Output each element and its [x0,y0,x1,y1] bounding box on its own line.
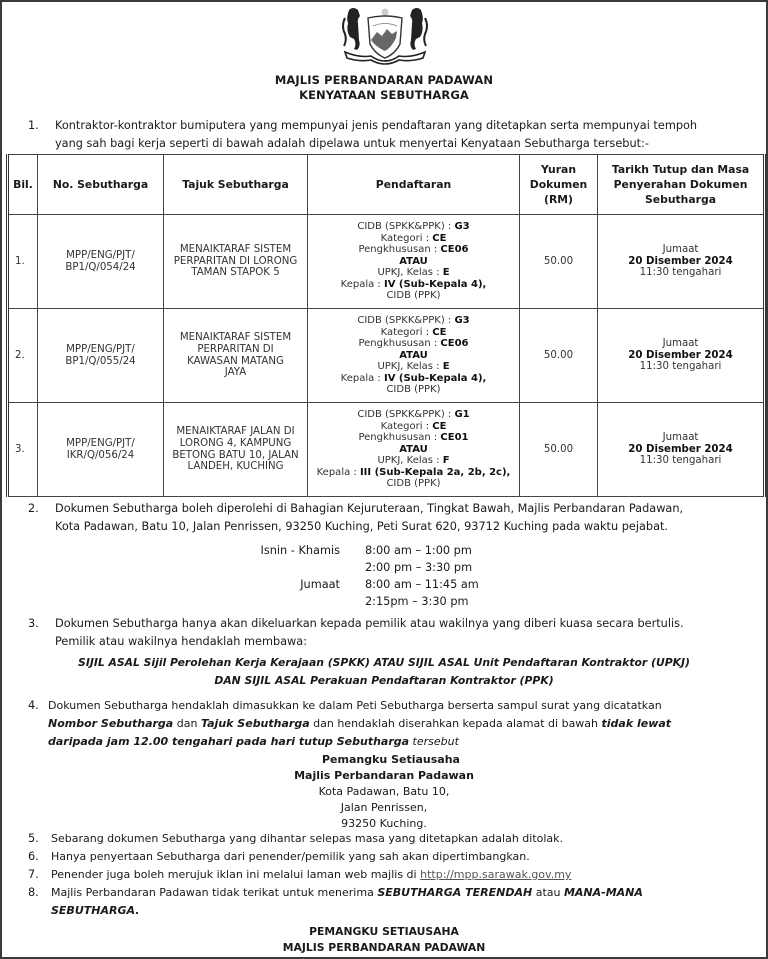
signature-title: PEMANGKU SETIAUSAHA [309,925,459,938]
cell-line: BP1/Q/054/24 [65,261,136,273]
cell-pendaftaran [308,215,520,309]
reg-value: G3 [454,314,470,326]
hours-time: 8:00 am – 11:45 am [365,578,479,591]
item-3-number: 3. [28,617,39,630]
col-header-tarikh-line: Penyerahan Dokumen [613,178,748,191]
col-header-no-sebutharga: No. Sebutharga [38,155,164,215]
cell-line: MENAIKTARAF SISTEM [179,244,292,256]
cell-bil: 1. [8,215,38,309]
item-4-line-2 [48,715,763,733]
item-7-text [51,866,761,884]
reg-value: III (Sub-Kepala 2a, 2b, 2c), [359,466,511,478]
cell-no-sebutharga [38,215,164,309]
cell-tajuk [164,309,308,403]
required-certificates-line-2: DAN SIJIL ASAL Perakuan Pendaftaran Kontraktor (PPK) [214,674,554,687]
address-line: Kota Padawan, Batu 10, [318,785,450,798]
reg-label: Kategori : [380,420,433,432]
cell-tarikh [598,215,765,309]
address-org: Majlis Perbandaran Padawan [294,769,474,782]
reg-label: UPKJ, Kelas : [377,361,443,373]
reg-label: Kepala : [316,466,360,478]
item-1-line-2: yang sah bagi kerja seperti di bawah adalah dipelawa untuk menyertai Kenyataan Sebutharga tersebut:- [55,137,649,150]
item-5-text: Sebarang dokumen Sebutharga yang dihantar selepas masa yang ditetapkan adalah ditolak. [51,832,564,845]
cell-line: JAYA [224,367,247,379]
table-header-row [8,155,765,215]
signature-org: MAJLIS PERBANDARAN PADAWAN [282,941,486,954]
reg-value: E [442,361,450,373]
reg-value: CE06 [440,338,469,350]
cell-line: KAWASAN MATANG [187,355,284,367]
table-row [8,309,765,403]
cell-no-sebutharga [38,403,164,497]
council-crest-icon [335,4,435,68]
col-header-yuran [520,155,598,215]
cell-day: Jumaat [662,244,699,256]
cell-bil: 3. [8,403,38,497]
col-header-tarikh-line: Tarikh Tutup dan Masa [611,163,750,176]
reg-value: CE01 [440,432,469,444]
reg-value: CE06 [440,244,469,256]
emphasis: tidak lewat [601,717,672,730]
cell-line: PERPARITAN DI [197,343,274,355]
item-8-line-2: SEBUTHARGA. [51,904,140,917]
item-5-number: 5. [28,832,39,845]
reg-label: CIDB (SPKK&PPK) : [357,408,455,420]
cell-line: MPP/ENG/PJT/ [66,437,135,449]
cell-line: BP1/Q/055/24 [65,355,136,367]
hours-day: Isnin - Khamis [260,544,340,557]
reg-value: F [442,455,450,467]
reg-label: Pengkhususan : [358,244,441,256]
cell-line: TAMAN STAPOK 5 [191,267,280,279]
cell-yuran: 50.00 [520,215,598,309]
text: Majlis Perbandaran Padawan tidak terikat untuk menerima [51,886,378,899]
reg-value: IV (Sub-Kepala 4), [383,372,487,384]
cell-bil: 2. [8,309,38,403]
cell-line: MPP/ENG/PJT/ [66,343,135,355]
reg-atau: ATAU [399,349,428,361]
emphasis: SEBUTHARGA TERENDAH [377,886,533,899]
cell-line: LANDEH, KUCHING [187,461,284,473]
cell-tajuk [164,215,308,309]
cell-line: LORONG 4, KAMPUNG [179,437,292,449]
item-2-line-2: Kota Padawan, Batu 10, Jalan Penrissen, 93250 Kuching, Peti Surat 620, 93712 Kuching pada waktu pejabat. [55,520,669,533]
item-3-line-1: Dokumen Sebutharga hanya akan dikeluarkan kepada pemilik atau wakilnya yang diberi kuasa secara bertulis. [55,617,684,630]
text: dan [173,717,201,730]
reg-label: UPKJ, Kelas : [377,267,443,279]
item-1-number: 1. [28,119,39,132]
item-8-line-1 [51,884,761,902]
cell-no-sebutharga [38,309,164,403]
cell-date: 20 Disember 2024 [628,255,733,267]
item-6-text: Hanya penyertaan Sebutharga dari penender/pemilik yang sah akan dipertimbangkan. [51,850,530,863]
reg-label: UPKJ, Kelas : [377,455,443,467]
address-title: Pemangku Setiausaha [322,753,460,766]
reg-label: Pengkhususan : [358,432,441,444]
cell-day: Jumaat [662,432,699,444]
cell-time: 11:30 tengahari [639,267,722,279]
cell-day: Jumaat [662,338,699,350]
col-header-yuran-line: (RM) [544,193,573,206]
item-2-line-1: Dokumen Sebutharga boleh diperolehi di Bahagian Kejuruteraan, Tingkat Bawah, Majlis Perbandaran Padawan, [55,502,684,515]
org-name-heading: MAJLIS PERBANDARAN PADAWAN [274,73,494,87]
item-8-number: 8. [28,886,39,899]
text: tersebut [409,735,459,748]
reg-label: Kepala : [340,372,384,384]
address-line: Jalan Penrissen, [340,801,428,814]
item-8-text [51,884,761,920]
office-hours-days [200,542,340,610]
cell-line: IKR/Q/056/24 [66,449,135,461]
signature-block [0,924,768,956]
document-title: KENYATAAN SEBUTHARGA [299,88,469,102]
cell-line: MPP/ENG/PJT/ [66,249,135,261]
reg-tail: CIDB (PPK) [386,478,441,490]
cell-tarikh [598,403,765,497]
cell-time: 11:30 tengahari [639,455,722,467]
col-header-tarikh [598,155,765,215]
item-2-text [55,500,765,536]
cell-yuran: 50.00 [520,403,598,497]
emphasis: MANA-MANA [563,886,643,899]
reg-atau: ATAU [399,255,428,267]
item-1-text [55,117,760,153]
cell-line: MENAIKTARAF JALAN DI [176,426,295,438]
reg-value: G3 [454,220,470,232]
hours-day: Jumaat [300,578,340,591]
col-header-tarikh-line: Sebutharga [645,193,716,206]
submission-address [0,752,768,832]
text: Penender juga boleh merujuk iklan ini melalui laman web majlis di [51,868,421,881]
cell-time: 11:30 tengahari [639,361,722,373]
cell-yuran: 50.00 [520,309,598,403]
col-header-pendaftaran: Pendaftaran [308,155,520,215]
table-row [8,403,765,497]
table-row [8,215,765,309]
reg-label: Kategori : [380,326,433,338]
reg-value: E [442,267,450,279]
hours-day [200,559,340,576]
reg-tail: CIDB (PPK) [386,384,441,396]
col-header-yuran-line: Yuran [540,163,577,176]
reg-value: CE [432,420,447,432]
cell-line: BETONG BATU 10, JALAN [172,449,299,461]
cell-line: PERPARITAN DI LORONG [173,255,298,267]
cell-pendaftaran [308,403,520,497]
emphasis: Nombor Sebutharga [48,717,174,730]
reg-label: Pengkhususan : [358,338,441,350]
col-header-bil: Bil. [8,155,38,215]
tender-table [6,154,766,497]
item-2-number: 2. [28,502,39,515]
reg-label: CIDB (SPKK&PPK) : [357,314,455,326]
reg-value: CE [432,232,447,244]
reg-atau: ATAU [399,443,428,455]
hours-time: 8:00 am – 1:00 pm [365,544,472,557]
required-certificates-line-1: SIJIL ASAL Sijil Perolehan Kerja Kerajaan (SPKK) ATAU SIJIL ASAL Unit Pendaftaran Kontraktor (UPKJ) [78,656,690,669]
item-1-line-1: Kontraktor-kontraktor bumiputera yang mempunyai jenis pendaftaran yang ditetapkan serta mempunyai tempoh [55,119,698,132]
cell-date: 20 Disember 2024 [628,349,733,361]
cell-pendaftaran [308,309,520,403]
council-website-link[interactable]: http://mpp.sarawak.gov.my [420,868,572,881]
reg-label: Kepala : [340,278,384,290]
emphasis: daripada jam 12.00 tengahari pada hari tutup Sebutharga [48,735,410,748]
cell-line: MENAIKTARAF SISTEM [179,332,292,344]
cell-tarikh [598,309,765,403]
item-3-text [55,615,765,651]
cell-tajuk [164,403,308,497]
address-line: 93250 Kuching. [341,817,427,830]
office-hours-times [365,542,565,610]
text: atau [532,886,564,899]
reg-value: G1 [454,408,470,420]
reg-label: CIDB (SPKK&PPK) : [357,220,455,232]
item-4-text [48,697,763,751]
col-header-yuran-line: Dokumen [529,178,588,191]
reg-value: CE [432,326,447,338]
item-4-line-3 [48,733,763,751]
reg-value: IV (Sub-Kepala 4), [383,278,487,290]
item-4-number: 4. [28,699,39,712]
emphasis: Tajuk Sebutharga [200,717,310,730]
hours-day [200,593,340,610]
cell-date: 20 Disember 2024 [628,443,733,455]
hours-time: 2:00 pm – 3:30 pm [365,561,473,574]
item-3-line-2: Pemilik atau wakilnya hendaklah membawa: [55,635,308,648]
text: dan hendaklah diserahkan kepada alamat di bawah [309,717,602,730]
hours-time: 2:15pm – 3:30 pm [365,595,469,608]
reg-label: Kategori : [380,232,433,244]
reg-tail: CIDB (PPK) [386,290,441,302]
item-7-number: 7. [28,868,39,881]
col-header-tajuk: Tajuk Sebutharga [164,155,308,215]
item-6-number: 6. [28,850,39,863]
item-4-line-1: Dokumen Sebutharga hendaklah dimasukkan ke dalam Peti Sebutharga berserta sampul surat yang dicatatkan [48,699,662,712]
